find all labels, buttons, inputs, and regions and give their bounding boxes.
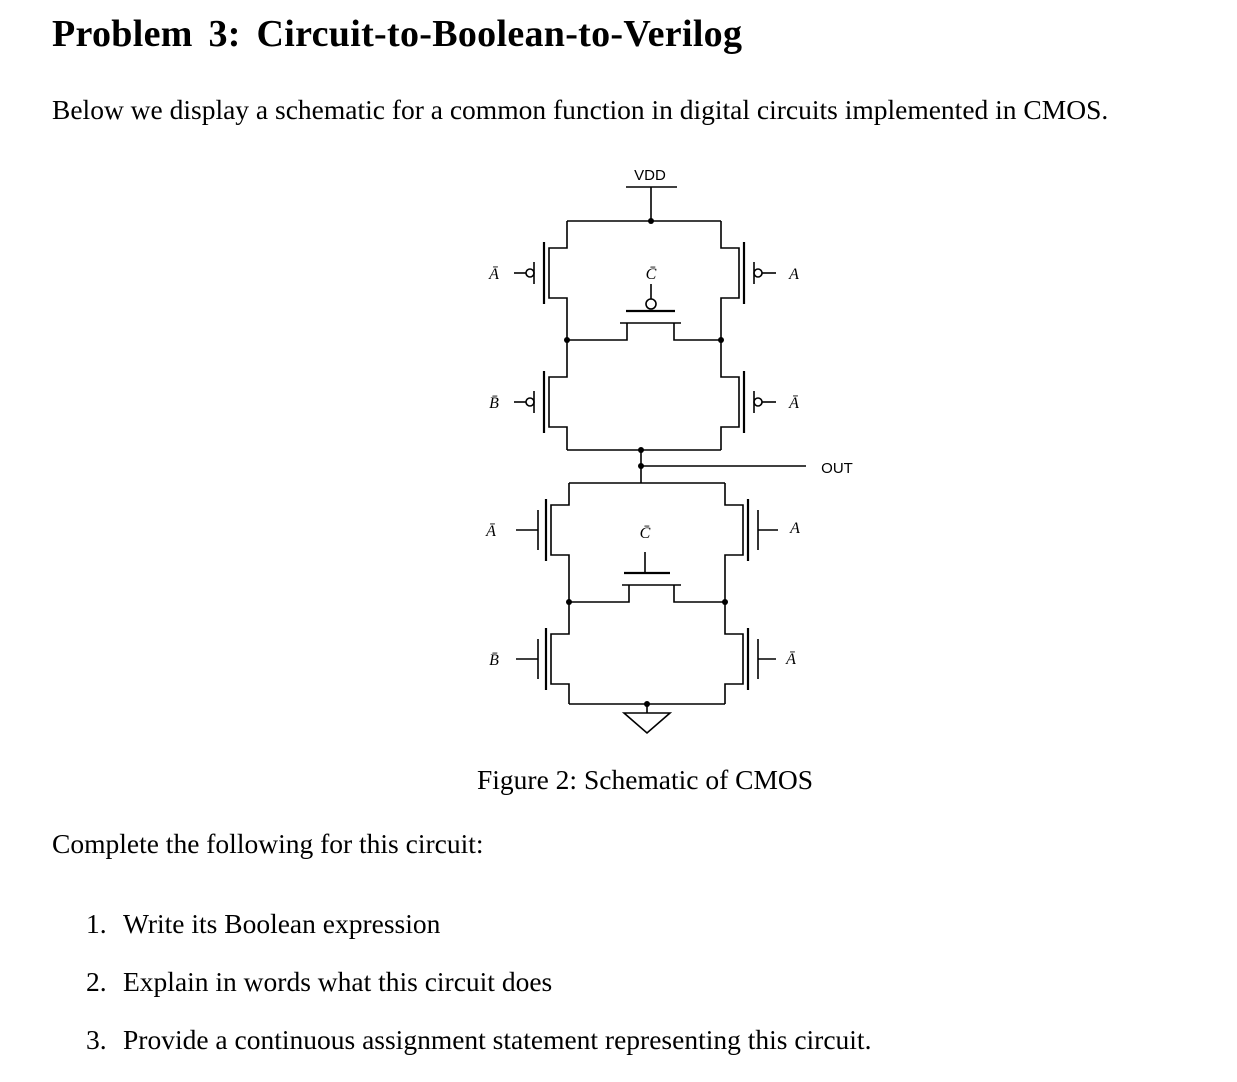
pmos-left-top-gate: Ā xyxy=(489,266,499,283)
vdd-rail xyxy=(567,167,721,224)
pmos-right-bottom-gate: Ā xyxy=(789,395,799,412)
task-text: Explain in words what this circuit does xyxy=(123,966,553,997)
pmos-right-bottom xyxy=(721,340,799,450)
pmos-middle-gate: C̄ xyxy=(645,266,657,283)
task-list xyxy=(86,908,871,1082)
vdd-label: VDD xyxy=(634,167,666,184)
pmos-network xyxy=(488,221,799,450)
task-number: 3. xyxy=(86,1024,107,1055)
output-node xyxy=(638,447,853,483)
task-text: Write its Boolean expression xyxy=(123,908,441,939)
task-number: 1. xyxy=(86,908,107,939)
pmos-middle xyxy=(567,266,721,340)
task-item xyxy=(86,908,871,966)
nmos-right-bottom xyxy=(725,602,796,704)
pmos-left-bottom-gate: B̄ xyxy=(489,395,499,412)
pmos-right-top-gate: A xyxy=(789,266,799,283)
task-text: Provide a continuous assignment statement representing this circuit. xyxy=(123,1024,872,1055)
pmos-left-top xyxy=(488,221,567,340)
nmos-right-top-gate: A xyxy=(790,520,800,537)
nmos-left-top-gate: Ā xyxy=(486,523,496,540)
nmos-left-top xyxy=(485,483,569,602)
intro-text: Below we display a schematic for a common function in digital circuits implemented in CMOS. xyxy=(52,94,1109,125)
nmos-middle-gate: C̄ xyxy=(639,525,651,542)
task-item xyxy=(86,1024,871,1082)
nmos-network xyxy=(485,483,800,704)
figure-caption: Figure 2: Schematic of CMOS xyxy=(477,764,814,795)
problem-title: Problem 3: Circuit-to-Boolean-to-Verilog xyxy=(52,13,743,55)
task-number: 2. xyxy=(86,966,107,997)
output-label: OUT xyxy=(821,460,853,477)
nmos-right-top xyxy=(725,483,800,602)
task-item xyxy=(86,966,871,1024)
pmos-right-top xyxy=(721,221,799,340)
task-prompt: Complete the following for this circuit: xyxy=(52,828,484,859)
nmos-right-bottom-gate: Ā xyxy=(786,651,796,668)
pmos-left-bottom xyxy=(489,340,567,450)
nmos-left-bottom-gate: B̄ xyxy=(489,652,499,669)
nmos-middle xyxy=(569,525,725,602)
nmos-left-bottom xyxy=(489,602,569,704)
ground-symbol xyxy=(624,701,670,733)
